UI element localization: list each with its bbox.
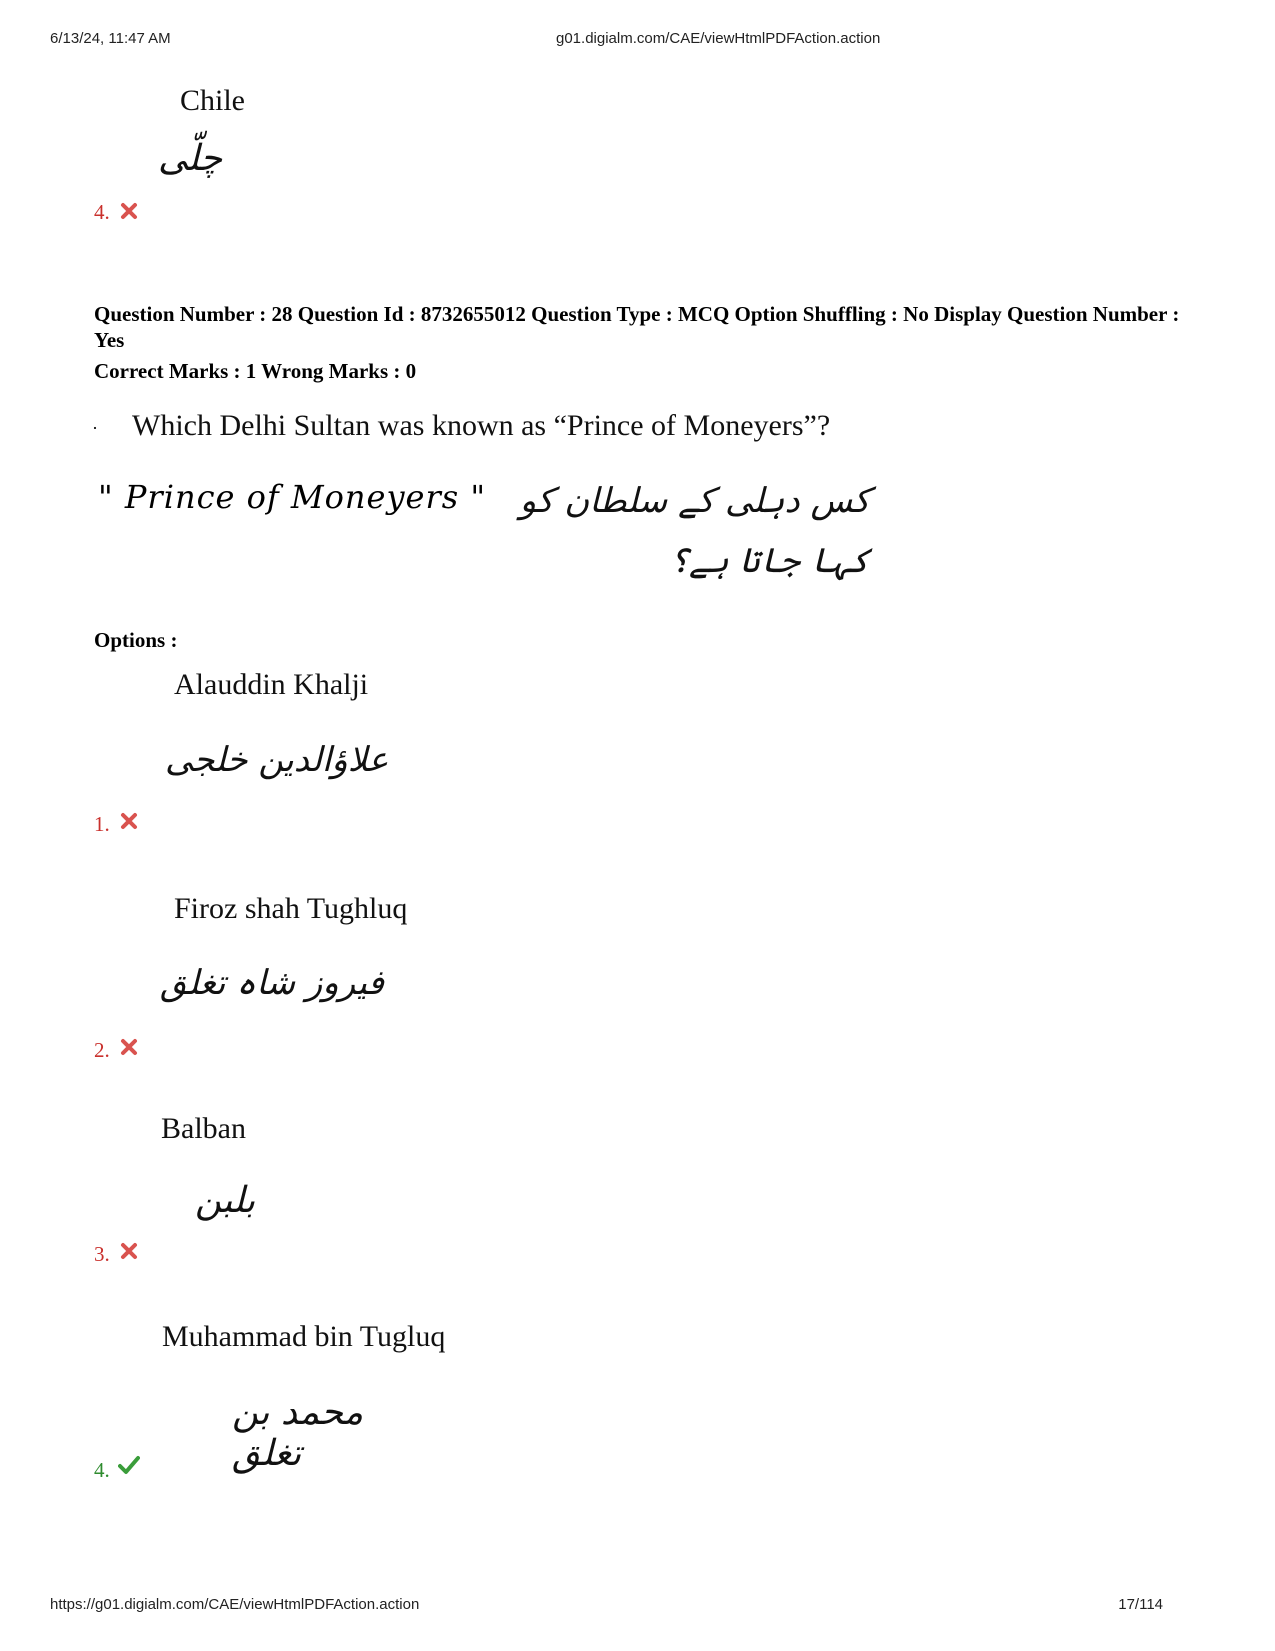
- prev-option-number: 4.: [94, 200, 110, 224]
- question-bullet: ·: [92, 418, 98, 438]
- option-2-text-urdu: فیروز شاہ تغلق: [160, 963, 384, 1003]
- prev-option-text-urdu: چلّی: [158, 138, 223, 179]
- wrong-cross-icon: [120, 1242, 138, 1260]
- question-text-en: Which Delhi Sultan was known as “Prince of Moneyers”?: [132, 409, 831, 442]
- option-1-number: 1.: [94, 812, 110, 836]
- option-4-text-urdu: محمد بن تغلق: [232, 1392, 364, 1474]
- options-label: Options :: [94, 628, 178, 652]
- option-2-text-en: Firoz shah Tughluq: [174, 892, 408, 925]
- print-footer-url: https://g01.digialm.com/CAE/viewHtmlPDFAction.action: [50, 1596, 420, 1613]
- wrong-cross-icon: [120, 812, 138, 830]
- question-text-handwritten: " Prince of Moneyers ": [98, 478, 487, 516]
- question-text-urdu-line1: کس دہلی کے سلطان کو: [519, 481, 870, 521]
- print-header-datetime: 6/13/24, 11:47 AM: [50, 30, 171, 47]
- question-marks: Correct Marks : 1 Wrong Marks : 0: [94, 359, 417, 383]
- correct-check-icon: [118, 1455, 140, 1475]
- question-text-urdu-line2: کہا جاتا ہے؟: [669, 541, 870, 581]
- print-footer-page: 17/114: [1118, 1596, 1163, 1613]
- wrong-cross-icon: [120, 1038, 138, 1056]
- wrong-cross-icon: [120, 202, 138, 220]
- prev-option-text-en: Chile: [180, 84, 245, 117]
- option-4-number: 4.: [94, 1458, 110, 1482]
- option-3-number: 3.: [94, 1242, 110, 1266]
- option-2-number: 2.: [94, 1038, 110, 1062]
- option-3-text-en: Balban: [161, 1112, 246, 1145]
- option-3-text-urdu: بلبن: [195, 1180, 256, 1221]
- option-1-text-urdu: علاؤالدین خلجی: [165, 740, 389, 780]
- option-4-text-en: Muhammad bin Tugluq: [162, 1320, 446, 1353]
- option-1-text-en: Alauddin Khalji: [174, 668, 369, 701]
- print-header-url: g01.digialm.com/CAE/viewHtmlPDFAction.action: [556, 30, 881, 47]
- question-meta: Question Number : 28 Question Id : 8732655012 Question Type : MCQ Option Shuffling : No Display Question Number : Yes: [94, 302, 1180, 352]
